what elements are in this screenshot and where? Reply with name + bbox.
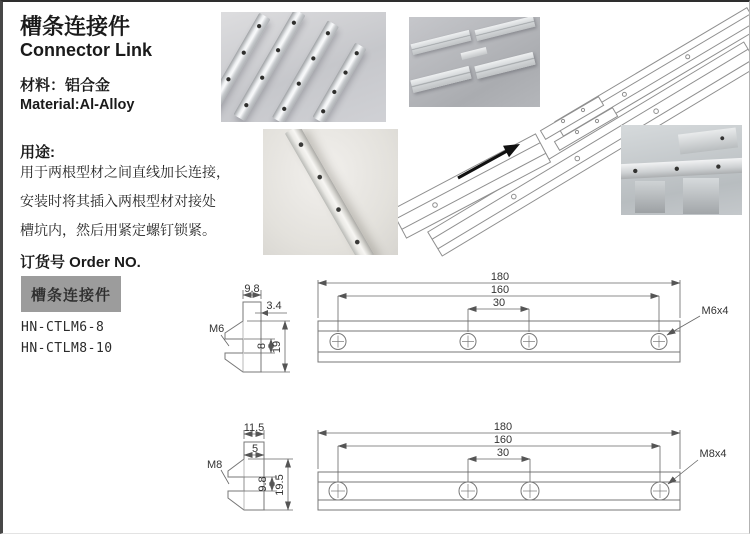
connector-bar-image	[285, 129, 375, 255]
dim-length-m8: 180	[493, 421, 513, 433]
dim-top-width-m8: 11.5	[243, 422, 265, 434]
connector-link-image	[461, 47, 488, 60]
dim-inner-height-m8: 9.8	[257, 476, 269, 492]
product-category-badge: 槽条连接件	[21, 276, 121, 312]
profile-segment-image	[411, 30, 472, 55]
profile-block-image	[683, 178, 719, 214]
dim-hole-pitch-m6: 30	[492, 297, 506, 309]
dim-top-width-m6: 9.8	[244, 283, 260, 295]
dim-hole-pitch-m8: 30	[496, 447, 510, 459]
dim-hole-span-m8: 160	[493, 434, 513, 446]
connector-bar-image	[233, 12, 305, 121]
photo-profiles-joined	[409, 17, 540, 107]
tech-drawing-m8	[207, 421, 726, 510]
usage-line: 安装时将其插入两根型材对接处	[20, 193, 216, 209]
dim-total-height-m8: 19.5	[274, 474, 286, 496]
profile-block-image	[678, 128, 738, 155]
order-no-heading: 订货号 Order NO.	[20, 254, 141, 271]
photo-connector-bars-group	[221, 12, 386, 122]
dim-hole-span-m6: 160	[490, 284, 510, 296]
profile-block-image	[635, 181, 665, 213]
order-number: HN-CTLM8-10	[21, 341, 113, 356]
product-title-zh: 槽条连接件	[20, 14, 131, 39]
material-label-en: Material:Al-Alloy	[20, 97, 135, 113]
product-title-en: Connector Link	[20, 40, 153, 60]
holes-m8	[329, 482, 669, 500]
dim-slot-width-m8: 5	[251, 443, 259, 455]
usage-line: 槽坑内，然后用紧定螺钉锁紧。	[20, 222, 216, 238]
holes-m6	[330, 334, 667, 350]
usage-line: 用于两根型材之间直线加长连接，	[20, 164, 230, 180]
profile-segment-image	[475, 17, 536, 41]
profile-segment-image	[474, 52, 535, 79]
dim-total-height-m6: 19	[271, 340, 283, 354]
thread-note-m8: M8x4	[699, 448, 727, 460]
connector-bar-image	[621, 158, 742, 180]
photo-connector-closeup	[621, 125, 742, 215]
tech-drawing-m6	[209, 271, 728, 372]
dim-length-m6: 180	[490, 271, 510, 283]
usage-heading: 用途:	[20, 144, 55, 161]
profile-segment-image	[410, 66, 471, 93]
thread-label-m6: M6	[209, 323, 225, 335]
order-number: HN-CTLM6-8	[21, 320, 105, 335]
photo-connector-single	[263, 129, 398, 255]
dim-slot-width-m6: 3.4	[266, 300, 282, 312]
dim-inner-height-m6: 8	[256, 342, 268, 350]
material-label-zh: 材料：铝合金	[20, 77, 111, 94]
thread-note-m6: M6x4	[701, 305, 729, 317]
thread-label-m8: M8	[207, 459, 223, 471]
